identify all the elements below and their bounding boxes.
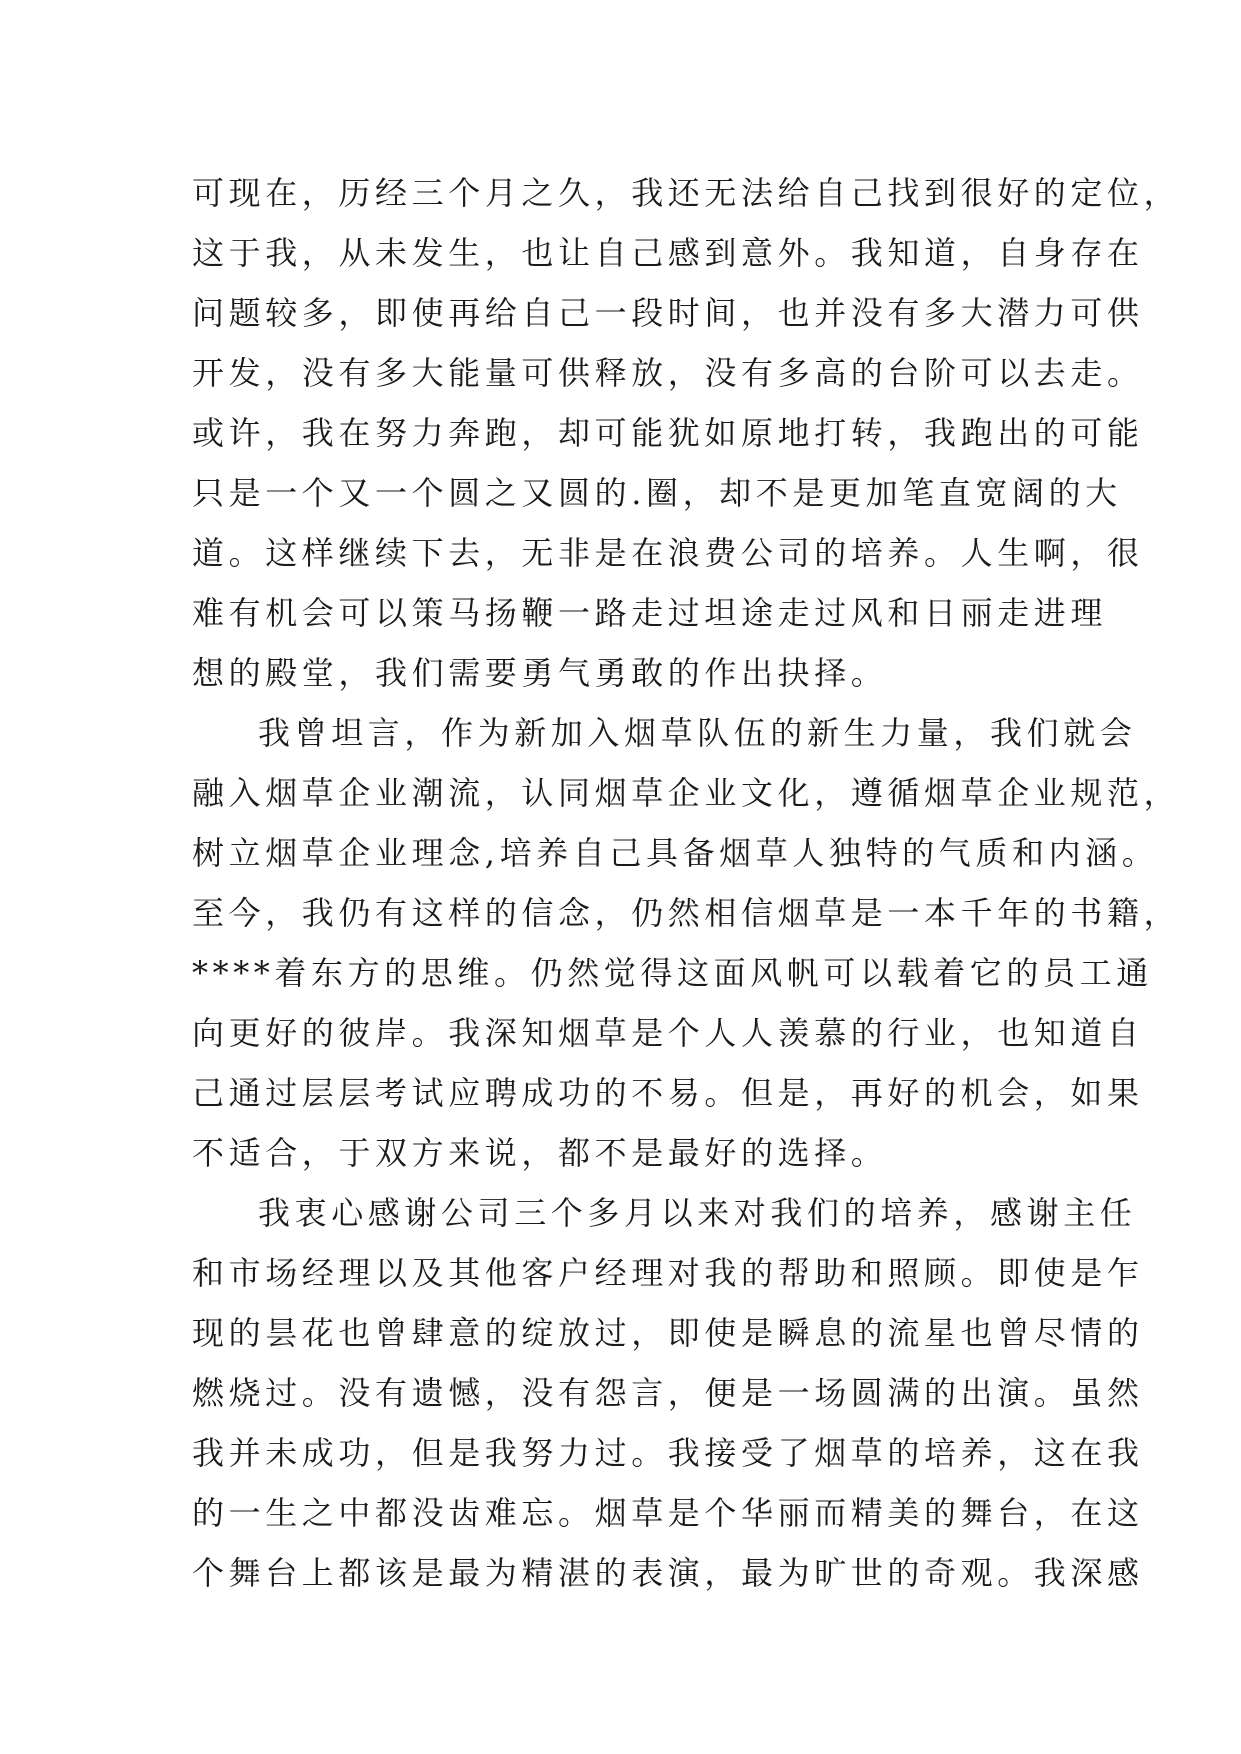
text-line: 难有机会可以策马扬鞭一路走过坦途走过风和日丽走进理 xyxy=(192,594,1108,632)
text-line: 树立烟草企业理念,培养自己具备烟草人独特的气质和内涵。 xyxy=(192,834,1159,872)
text-line: 个舞台上都该是最为精湛的表演，最为旷世的奇观。我深感 xyxy=(192,1554,1144,1592)
text-line: 我衷心感谢公司三个多月以来对我们的培养，感谢主任 xyxy=(258,1194,1137,1232)
text-line: 的一生之中都没齿难忘。烟草是个华丽而精美的舞台，在这 xyxy=(192,1494,1144,1532)
text-line: 不适合，于双方来说，都不是最好的选择。 xyxy=(192,1134,888,1172)
text-line: 或许，我在努力奔跑，却可能犹如原地打转，我跑出的可能 xyxy=(192,414,1144,452)
text-line: 和市场经理以及其他客户经理对我的帮助和照顾。即使是乍 xyxy=(192,1254,1144,1292)
text-line: 我曾坦言，作为新加入烟草队伍的新生力量，我们就会 xyxy=(258,714,1137,752)
text-line: 至今，我仍有这样的信念，仍然相信烟草是一本千年的书籍， xyxy=(192,894,1181,932)
text-line: 开发，没有多大能量可供释放，没有多高的台阶可以去走。 xyxy=(192,354,1144,392)
text-line: 燃烧过。没有遗憾，没有怨言，便是一场圆满的出演。虽然 xyxy=(192,1374,1144,1412)
text-line: 向更好的彼岸。我深知烟草是个人人羡慕的行业，也知道自 xyxy=(192,1014,1144,1052)
text-line: 道。这样继续下去，无非是在浪费公司的培养。人生啊，很 xyxy=(192,534,1144,572)
text-line: 己通过层层考试应聘成功的不易。但是，再好的机会，如果 xyxy=(192,1074,1144,1112)
text-line: 可现在，历经三个月之久，我还无法给自己找到很好的定位， xyxy=(192,174,1181,212)
document-body xyxy=(192,163,1181,1603)
text-line: 这于我，从未发生，也让自己感到意外。我知道，自身存在 xyxy=(192,234,1144,272)
text-line: 只是一个又一个圆之又圆的.圈，却不是更加笔直宽阔的大 xyxy=(192,474,1122,512)
text-line: 现的昙花也曾肆意的绽放过，即使是瞬息的流星也曾尽情的 xyxy=(192,1314,1144,1352)
text-line: 融入烟草企业潮流，认同烟草企业文化，遵循烟草企业规范， xyxy=(192,774,1181,812)
text-line: 我并未成功，但是我努力过。我接受了烟草的培养，这在我 xyxy=(192,1434,1144,1472)
text-line: 想的殿堂，我们需要勇气勇敢的作出抉择。 xyxy=(192,654,888,692)
text-line: 问题较多，即使再给自己一段时间，也并没有多大潜力可供 xyxy=(192,294,1144,332)
text-line: ****着东方的思维。仍然觉得这面风帆可以载着它的员工通 xyxy=(192,954,1153,992)
